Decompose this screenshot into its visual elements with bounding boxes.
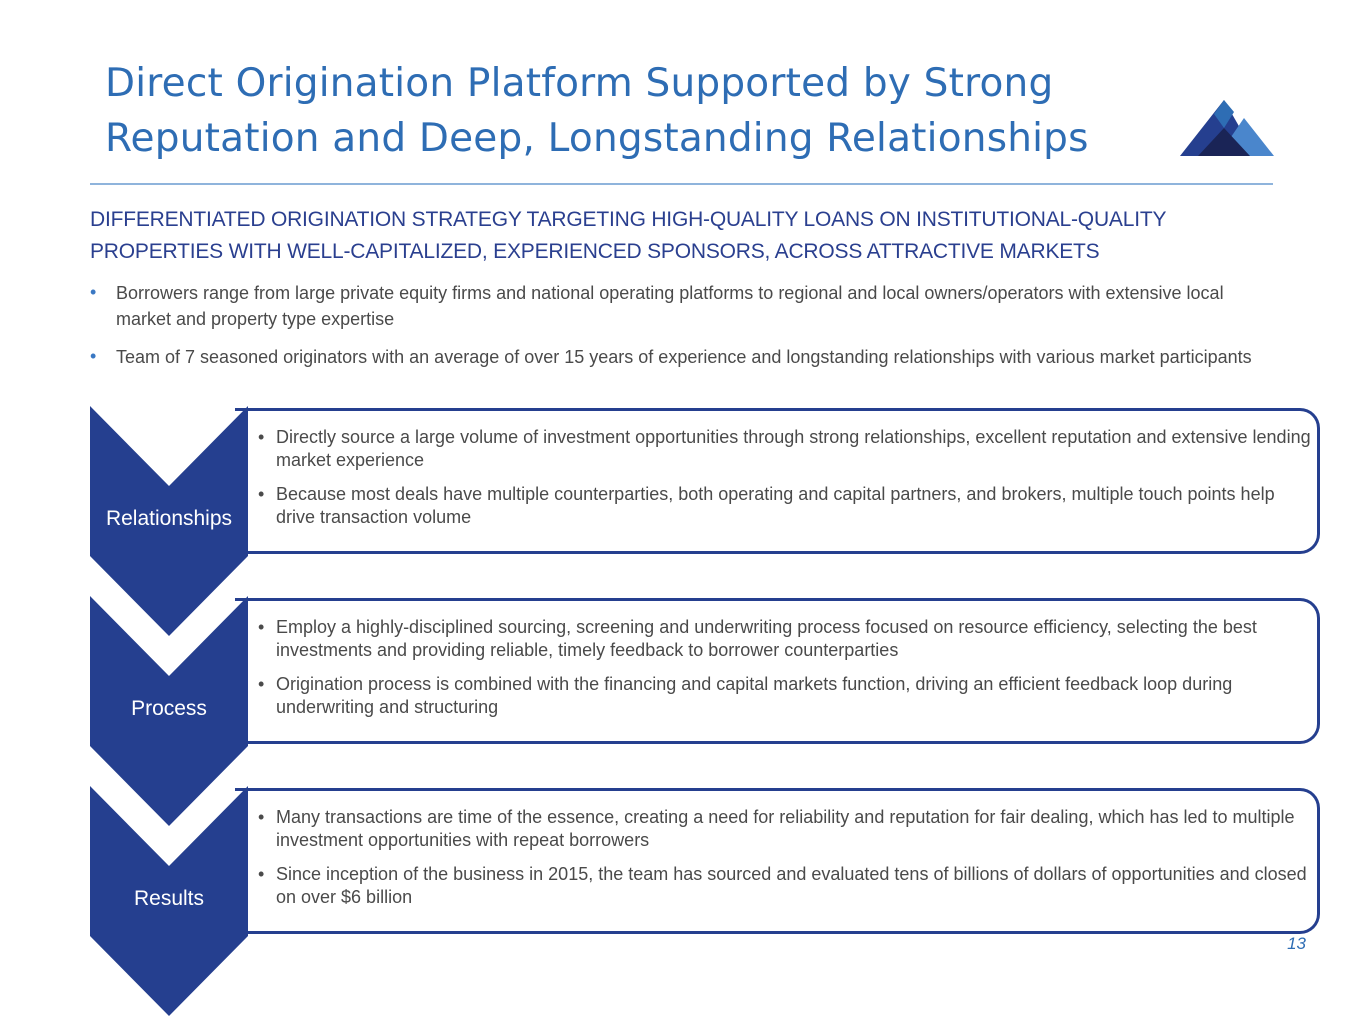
section-results (0, 786, 1365, 1016)
intro-bullet (90, 344, 1280, 370)
intro-bullet-list (90, 280, 1280, 382)
list-item-text: Origination process is combined with the financing and capital markets function, driving an efficient feedback loop during underwriting and structuring (276, 674, 1233, 717)
bullet-glyph: • (258, 864, 265, 884)
results-label: Results (133, 887, 205, 910)
list-item (258, 616, 1318, 662)
bullet-glyph: • (258, 674, 265, 694)
relationships-label: Relationships (105, 507, 233, 530)
mountain-logo-icon (1178, 98, 1276, 158)
title-divider (90, 183, 1273, 185)
page-number: 13 (1287, 934, 1306, 953)
intro-bullet (90, 280, 1280, 332)
bullet-glyph: • (258, 484, 265, 504)
list-item (258, 426, 1318, 472)
slide-title: Direct Origination Platform Supported by Strong Reputation and Deep, Longstanding Relationships (105, 61, 1089, 161)
bullet-glyph: • (258, 427, 265, 447)
relationships-items (258, 426, 1318, 540)
list-item-text: Many transactions are time of the essence, creating a need for reliability and reputation for fair dealing, which has led to multiple investment opportunities with repeat borrowers (276, 807, 1295, 850)
bullet-glyph: • (258, 617, 265, 637)
bullet-glyph: • (90, 346, 97, 366)
list-item-text: Since inception of the business in 2015, the team has sourced and evaluated tens of billions of dollars of opportunities and closed on over $6 billion (276, 864, 1307, 907)
list-item (258, 806, 1318, 852)
list-item-text: Because most deals have multiple counterparties, both operating and capital partners, and brokers, multiple touch points help drive transaction volume (276, 484, 1275, 527)
bullet-glyph: • (258, 807, 265, 827)
process-label: Process (131, 697, 207, 720)
section-subheading: DIFFERENTIATED ORIGINATION STRATEGY TARGETING HIGH-QUALITY LOANS ON INSTITUTIONAL-QUALITY PROPERTIES WITH WELL-CAPITALIZED, EXPERIENCED SPONSORS, ACROSS ATTRACTIVE MARKETS (90, 208, 1166, 263)
list-item (258, 483, 1318, 529)
intro-bullet-text: Team of 7 seasoned originators with an average of over 15 years of experience and longstanding relationships with various market participants (116, 347, 1252, 367)
results-items (258, 806, 1318, 920)
list-item-text: Directly source a large volume of investment opportunities through strong relationships, excellent reputation and extensive lending market experience (276, 427, 1311, 470)
bullet-glyph: • (90, 282, 97, 302)
intro-bullet-text: Borrowers range from large private equity firms and national operating platforms to regional and local owners/operators with extensive local market and property type expertise (116, 283, 1224, 329)
list-item (258, 673, 1318, 719)
list-item-text: Employ a highly-disciplined sourcing, screening and underwriting process focused on resource efficiency, selecting the best investments and providing reliable, timely feedback to borrower counterparties (276, 617, 1257, 660)
process-items (258, 616, 1318, 730)
list-item (258, 863, 1318, 909)
